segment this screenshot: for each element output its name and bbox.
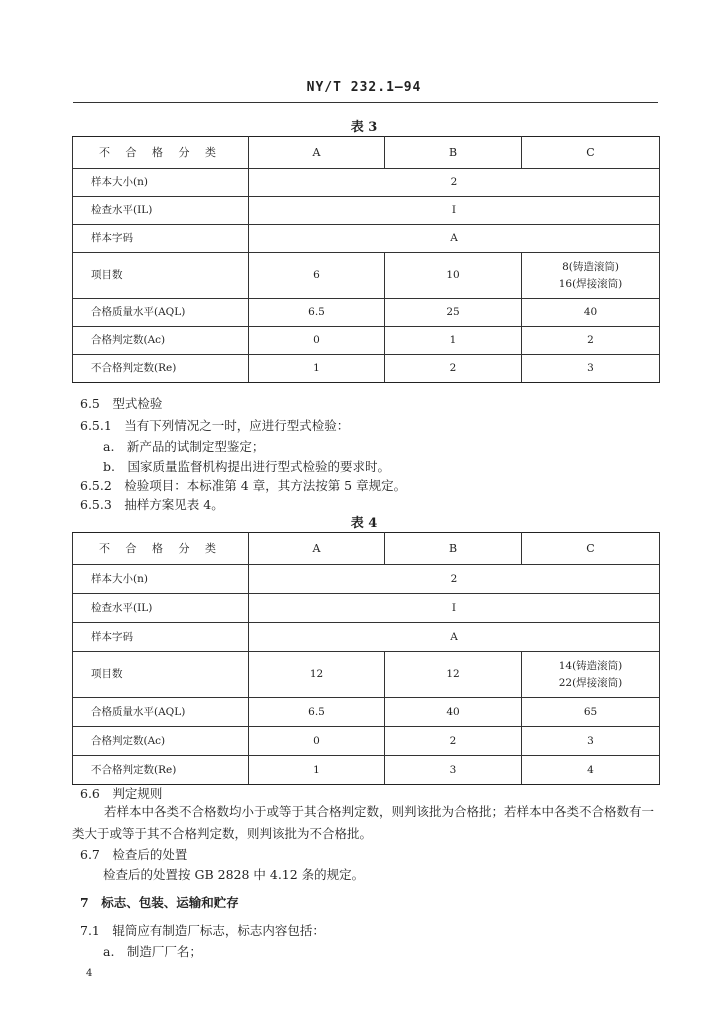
table4-ac-a: 0 [249,727,385,756]
table3-row-sample-size [73,169,660,197]
table3-head-category: 不 合 格 分 类 [73,137,249,169]
table3-sample-code-value: A [249,225,660,253]
table4-items-c-welded: 22(焊接滚筒) [558,676,623,689]
table3-row-sample-code [73,225,660,253]
table3-aql-a: 6.5 [249,299,385,327]
table4-items-label: 项目数 [73,652,249,698]
table3-head-b: B [385,137,522,169]
table4-row-aql [73,698,660,727]
table4-inspection-level-value: Ⅰ [249,594,660,623]
table3-sample-code-label: 样本字码 [73,225,249,253]
header-rule [73,102,658,103]
table4-ac-label: 合格判定数(Ac) [73,727,249,756]
section-6-5-1-a: a. 新产品的试制定型鉴定； [103,439,265,454]
table3-row-inspection-level [73,197,660,225]
table3-row-ac [73,327,660,355]
table3-inspection-level-label: 检查水平(ⅠL) [73,197,249,225]
page-number: 4 [86,968,93,979]
table4-head-a: A [249,533,385,565]
table3-items-label: 项目数 [73,253,249,299]
table3-aql-b: 25 [385,299,522,327]
section-7-title: 7 标志、包装、运输和贮存 [80,895,239,910]
table3 [72,136,660,383]
section-6-7-title: 6.7 检查后的处置 [80,847,188,862]
table3-head-c: C [522,137,660,169]
table3-ac-label: 合格判定数(Ac) [73,327,249,355]
table4-row-sample-size [73,565,660,594]
table4-row-re [73,756,660,785]
table4-row-ac [73,727,660,756]
table3-aql-label: 合格质量水平(AQL) [73,299,249,327]
standard-code-header: NY/T 232.1—94 [306,80,422,95]
table3-re-c: 3 [522,355,660,383]
table4-ac-b: 2 [385,727,522,756]
table3-items-c [522,253,660,299]
section-6-5-2: 6.5.2 检验项目：本标准第 4 章，其方法按第 5 章规定。 [80,478,407,493]
table3-items-a: 6 [249,253,385,299]
table4-items-a: 12 [249,652,385,698]
section-6-6-text: 若样本中各类不合格数均小于或等于其合格判定数，则判该批为合格批；若样本中各类不合格数有一类大于或等于其不合格判定数，则判该批为不合格批。 [72,804,655,841]
table3-sample-size-label: 样本大小(n) [73,169,249,197]
table3-re-a: 1 [249,355,385,383]
table4-aql-a: 6.5 [249,698,385,727]
table3-ac-a: 0 [249,327,385,355]
table3-ac-c: 2 [522,327,660,355]
table3-caption: 表 3 [350,120,378,135]
section-6-6-title: 6.6 判定规则 [80,786,163,801]
table4-ac-c: 3 [522,727,660,756]
table4-sample-size-value: 2 [249,565,660,594]
section-7-1: 7.1 辊筒应有制造厂标志，标志内容包括： [80,923,325,938]
table4-head-c: C [522,533,660,565]
table4-row-sample-code [73,623,660,652]
table3-row-aql [73,299,660,327]
table3-inspection-level-value: Ⅰ [249,197,660,225]
table3-items-b: 10 [385,253,522,299]
table4-row-items [73,652,660,698]
table4-re-c: 4 [522,756,660,785]
table3-header-row [73,137,660,169]
table4-header-row [73,533,660,565]
section-7-1-a: a. 制造厂厂名； [103,944,202,959]
table4-sample-size-label: 样本大小(n) [73,565,249,594]
table4-re-label: 不合格判定数(Re) [73,756,249,785]
table3-row-items [73,253,660,299]
table3-aql-c: 40 [522,299,660,327]
section-6-7-text: 检查后的处置按 GB 2828 中 4.12 条的规定。 [103,867,365,882]
table4-aql-label: 合格质量水平(AQL) [73,698,249,727]
table4-row-inspection-level [73,594,660,623]
table4-inspection-level-label: 检查水平(ⅠL) [73,594,249,623]
table4-head-b: B [385,533,522,565]
table3-items-c-welded: 16(焊接滚筒) [558,277,623,290]
table4-items-b: 12 [385,652,522,698]
table3-head-a: A [249,137,385,169]
table4-re-b: 3 [385,756,522,785]
table4-caption: 表 4 [350,516,378,531]
table3-sample-size-value: 2 [249,169,660,197]
section-6-5-3: 6.5.3 抽样方案见表 4。 [80,497,224,512]
table3-re-label: 不合格判定数(Re) [73,355,249,383]
section-6-5-title: 6.5 型式检验 [80,396,163,411]
table4-aql-b: 40 [385,698,522,727]
table4 [72,532,660,785]
table3-re-b: 2 [385,355,522,383]
table4-re-a: 1 [249,756,385,785]
table4-aql-c: 65 [522,698,660,727]
table4-sample-code-label: 样本字码 [73,623,249,652]
table3-row-re [73,355,660,383]
table4-items-c-cast: 14(铸造滚筒) [558,659,623,672]
table3-items-c-cast: 8(铸造滚筒) [562,260,619,273]
section-6-5-1-b: b. 国家质量监督机构提出进行型式检验的要求时。 [103,459,390,474]
table3-ac-b: 1 [385,327,522,355]
table4-items-c [522,652,660,698]
table4-head-category: 不 合 格 分 类 [73,533,249,565]
table4-sample-code-value: A [249,623,660,652]
section-6-5-1: 6.5.1 当有下列情况之一时，应进行型式检验： [80,418,350,433]
